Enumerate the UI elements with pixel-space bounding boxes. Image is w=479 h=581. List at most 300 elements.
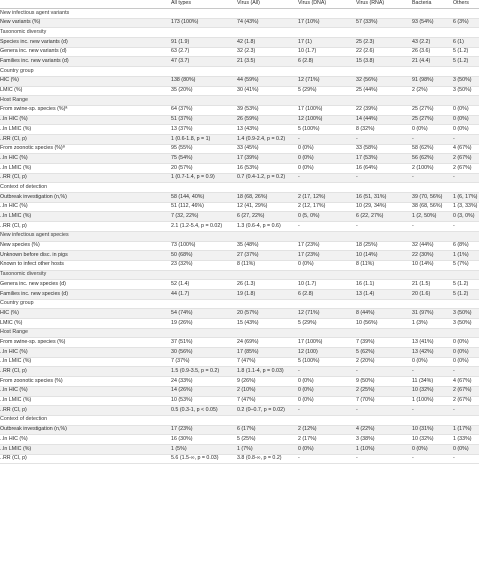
table-cell: - xyxy=(356,406,358,413)
table-cell: - xyxy=(412,135,414,142)
table-cell: 12 (71%) xyxy=(298,309,320,316)
section-header-row xyxy=(0,271,479,281)
table-cell: 0 (0%) xyxy=(298,154,314,161)
table-cell: 12 (100) xyxy=(298,348,318,355)
table-row xyxy=(0,358,479,368)
table-cell: - xyxy=(412,222,414,229)
table-cell: 3 (50%) xyxy=(453,87,472,94)
table-cell: 95 (55%) xyxy=(171,145,193,152)
table-cell: - xyxy=(412,455,414,462)
table-cell: 0 (0%) xyxy=(298,145,314,152)
table-cell: 57 (33%) xyxy=(356,19,378,26)
row-label: ..In LMIC (%) xyxy=(0,358,32,365)
table-row xyxy=(0,222,479,232)
table-cell: 1 (100%) xyxy=(412,397,434,404)
table-cell: - xyxy=(453,222,455,229)
table-cell: 2 (10%) xyxy=(237,387,256,394)
table-cell: 0 (0%) xyxy=(298,164,314,171)
table-cell: 6 (1) xyxy=(453,38,464,45)
row-label: New species (%) xyxy=(0,242,40,249)
table-cell: 25 (2.3) xyxy=(356,38,375,45)
table-cell: 9 (50%) xyxy=(356,377,375,384)
table-cell: 1 (2, 50%) xyxy=(412,213,437,220)
table-cell: 51 (112, 46%) xyxy=(171,203,204,210)
header-cell-virus-rna: Virus (RNA) xyxy=(356,0,385,6)
table-cell: 1 (1%) xyxy=(453,251,469,258)
table-row xyxy=(0,426,479,436)
table-row xyxy=(0,445,479,455)
row-label: ..RR (CI, p) xyxy=(0,368,27,375)
table-row xyxy=(0,48,479,58)
table-cell: 2 (12, 17%) xyxy=(298,203,326,210)
table-row xyxy=(0,397,479,407)
row-label: Families inc. new variants (d) xyxy=(0,58,69,65)
table-cell: 10 (31%) xyxy=(412,426,434,433)
table-cell: 25 (27%) xyxy=(412,106,434,113)
table-cell: 44 (1.7) xyxy=(171,290,190,297)
table-cell: 5 (100%) xyxy=(298,125,320,132)
table-cell: 7 (70%) xyxy=(356,397,375,404)
table-cell: 13 (43%) xyxy=(237,125,259,132)
table-cell: 10 (14%) xyxy=(356,251,378,258)
table-cell: 173 (100%) xyxy=(171,19,199,26)
table-cell: - xyxy=(298,368,300,375)
row-label: ..RR (CI, p) xyxy=(0,406,27,413)
table-cell: 22 (30%) xyxy=(412,251,434,258)
section-header-row xyxy=(0,96,479,106)
row-label: ..In LMIC (%) xyxy=(0,445,32,452)
row-label: From swine-sp. species (%)ª xyxy=(0,106,68,113)
table-cell: 31 (97%) xyxy=(412,309,434,316)
table-cell: 7 (47%) xyxy=(237,358,256,365)
table-cell: 0 (0%) xyxy=(453,348,469,355)
table-cell: - xyxy=(412,174,414,181)
table-row xyxy=(0,455,479,465)
table-cell: - xyxy=(356,368,358,375)
table-row xyxy=(0,377,479,387)
row-label: ..In HIC (%) xyxy=(0,348,28,355)
section-header-row xyxy=(0,232,479,242)
section-header-row xyxy=(0,67,479,77)
row-label: Outbreak investigation (n,%) xyxy=(0,193,67,200)
table-cell: 5 (29%) xyxy=(298,319,317,326)
row-label: New variants (%) xyxy=(0,19,41,26)
header-cell-virus-dna: Virus (DNA) xyxy=(298,0,327,6)
table-cell: 26 (3.6) xyxy=(412,48,431,55)
table-row xyxy=(0,309,479,319)
table-cell: 1.8 (1.1-4, p = 0.03) xyxy=(237,368,284,375)
table-cell: 10 (29, 34%) xyxy=(356,203,387,210)
table-cell: 25 (44%) xyxy=(356,87,378,94)
table-cell: 50 (68%) xyxy=(171,251,193,258)
table-cell: 12 (100%) xyxy=(298,116,323,123)
table-cell: 3 (50%) xyxy=(453,319,472,326)
table-cell: 17 (10%) xyxy=(298,19,320,26)
table-cell: 16 (53%) xyxy=(237,164,259,171)
table-cell: 8 (32%) xyxy=(356,125,375,132)
table-cell: - xyxy=(453,406,455,413)
table-cell: 2 (100%) xyxy=(412,164,434,171)
table-cell: 18 (68, 26%) xyxy=(237,193,268,200)
table-cell: 21 (4.4) xyxy=(412,58,431,65)
table-cell: 4 (22%) xyxy=(356,426,375,433)
table-row xyxy=(0,174,479,184)
table-cell: 17 (85%) xyxy=(237,348,259,355)
header-cell-bacteria: Bacteria xyxy=(412,0,432,6)
row-label: ..In HIC (%) xyxy=(0,387,28,394)
header-cell-all-types: All types xyxy=(171,0,192,6)
table-cell: 52 (1.4) xyxy=(171,280,190,287)
row-label: From swine-sp. species (%) xyxy=(0,338,66,345)
table-cell: 6 (3%) xyxy=(453,19,469,26)
table-cell: 22 (39%) xyxy=(356,106,378,113)
table-cell: 1 (7%) xyxy=(237,445,253,452)
table-cell: 20 (57%) xyxy=(237,309,259,316)
table-cell: 13 (41%) xyxy=(412,338,434,345)
table-cell: 1.3 (0.6-4, p = 0.6) xyxy=(237,222,281,229)
row-label: Genera inc. new variants (d) xyxy=(0,48,67,55)
table-cell: 10 (1.7) xyxy=(298,280,317,287)
table-cell: 24 (33%) xyxy=(171,377,193,384)
table-cell: 47 (3.7) xyxy=(171,58,190,65)
table-cell: 10 (14%) xyxy=(412,261,434,268)
section-title: New infectious agent species xyxy=(0,232,69,239)
table-cell: 37 (51%) xyxy=(171,338,193,345)
table-cell: - xyxy=(453,135,455,142)
table-cell: 51 (37%) xyxy=(171,116,193,123)
table-cell: 17 (53%) xyxy=(356,154,378,161)
section-header-row xyxy=(0,416,479,426)
table-row xyxy=(0,125,479,135)
table-cell: - xyxy=(298,406,300,413)
table-cell: 15 (3.8) xyxy=(356,58,375,65)
table-row xyxy=(0,145,479,155)
table-cell: 13 (1.4) xyxy=(356,290,375,297)
table-cell: 24 (69%) xyxy=(237,338,259,345)
table-cell: 23 (32%) xyxy=(171,261,193,268)
table-cell: 0 (0%) xyxy=(298,387,314,394)
table-cell: 10 (53%) xyxy=(171,397,193,404)
table-cell: 1 (0.6-1.8, p = 1) xyxy=(171,135,211,142)
table-cell: 1 (0.7-1.4, p = 0.9) xyxy=(171,174,215,181)
table-cell: - xyxy=(356,222,358,229)
table-cell: 1 (3%) xyxy=(412,319,428,326)
table-cell: 0 (0%) xyxy=(453,358,469,365)
table-cell: 1 (17%) xyxy=(453,426,472,433)
section-header-row xyxy=(0,9,479,19)
table-cell: 38 (68, 56%) xyxy=(412,203,443,210)
table-cell: 33 (45%) xyxy=(237,145,259,152)
row-label: ..RR (CI, p) xyxy=(0,174,27,181)
row-label: Genera inc. new species (d) xyxy=(0,280,66,287)
table-cell: 13 (37%) xyxy=(171,125,193,132)
table-row xyxy=(0,212,479,222)
table-cell: 16 (30%) xyxy=(171,435,193,442)
row-label: Outbreak investigation (n,%) xyxy=(0,426,67,433)
table-cell: - xyxy=(298,174,300,181)
table-cell: 39 (53%) xyxy=(237,106,259,113)
table-row xyxy=(0,338,479,348)
table-cell: 5 (7%) xyxy=(453,261,469,268)
row-label: ..In LMIC (%) xyxy=(0,164,32,171)
table-body xyxy=(0,9,479,464)
table-cell: 20 (57%) xyxy=(171,164,193,171)
table-row xyxy=(0,57,479,67)
table-row xyxy=(0,280,479,290)
table-cell: 5 (62%) xyxy=(356,348,375,355)
table-row xyxy=(0,203,479,213)
table-cell: 0 (0%) xyxy=(412,445,428,452)
section-header-row xyxy=(0,183,479,193)
table-cell: - xyxy=(356,455,358,462)
table-cell: 1 (5%) xyxy=(171,445,187,452)
table-row xyxy=(0,261,479,271)
table-cell: - xyxy=(453,174,455,181)
table-cell: 0 (3, 0%) xyxy=(453,213,475,220)
row-label: ..In HIC (%) xyxy=(0,203,28,210)
row-label: Species inc. new variants (d) xyxy=(0,38,68,45)
table-row xyxy=(0,116,479,126)
table-cell: 6 (8%) xyxy=(453,242,469,249)
row-label: ..RR (CI, p) xyxy=(0,222,27,229)
table-cell: 3.8 (0.8-∞, p = 0.2) xyxy=(237,455,282,462)
table-cell: 17 (1) xyxy=(298,38,312,45)
table-cell: - xyxy=(412,406,414,413)
table-cell: 91 (98%) xyxy=(412,77,434,84)
table-cell: 1 (33%) xyxy=(453,435,472,442)
table-cell: 4 (67%) xyxy=(453,377,472,384)
table-cell: 32 (2.3) xyxy=(237,48,256,55)
table-cell: 7 (32, 22%) xyxy=(171,213,199,220)
table-row xyxy=(0,387,479,397)
table-cell: 8 (11%) xyxy=(237,261,256,268)
table-cell: 0 (0%) xyxy=(453,125,469,132)
row-label: HIC (%) xyxy=(0,309,19,316)
table-cell: 17 (100%) xyxy=(298,338,323,345)
table-row xyxy=(0,77,479,87)
table-cell: 30 (56%) xyxy=(171,348,193,355)
table-cell: 27 (37%) xyxy=(237,251,259,258)
table-cell: - xyxy=(298,222,300,229)
table-cell: - xyxy=(356,135,358,142)
table-cell: 6 (17%) xyxy=(237,426,256,433)
table-cell: 11 (34%) xyxy=(412,377,434,384)
table-cell: 6 (22, 27%) xyxy=(356,213,384,220)
table-cell: 3 (50%) xyxy=(453,77,472,84)
table-cell: 17 (23%) xyxy=(298,251,320,258)
table-cell: 43 (2.2) xyxy=(412,38,431,45)
table-cell: 44 (59%) xyxy=(237,77,259,84)
table-row xyxy=(0,87,479,97)
row-label: ..In LMIC (%) xyxy=(0,397,32,404)
table-cell: 10 (56%) xyxy=(356,319,378,326)
table-row xyxy=(0,435,479,445)
table-cell: 42 (1.8) xyxy=(237,38,256,45)
header-cell-others: Others xyxy=(453,0,469,6)
section-title: Taxonomic diversity xyxy=(0,271,47,278)
table-cell: 0 (0%) xyxy=(412,358,428,365)
table-cell: - xyxy=(453,455,455,462)
table-cell: 19 (1.8) xyxy=(237,290,256,297)
section-title: Country group xyxy=(0,67,34,74)
table-row xyxy=(0,367,479,377)
table-cell: 5 (100%) xyxy=(298,358,320,365)
table-cell: 3 (50%) xyxy=(453,309,472,316)
table-cell: 0 (0%) xyxy=(453,445,469,452)
section-title: Context of detection xyxy=(0,183,48,190)
table-cell: 13 (42%) xyxy=(412,348,434,355)
section-title: New infectious agent variants xyxy=(0,9,70,16)
table-cell: 6 (27, 22%) xyxy=(237,213,265,220)
table-cell: 16 (1.1) xyxy=(356,280,375,287)
table-cell: - xyxy=(356,174,358,181)
table-cell: 0 (0%) xyxy=(453,106,469,113)
table-cell: 0.5 (0.3-1, p < 0.05) xyxy=(171,406,218,413)
table-header-row xyxy=(0,0,479,9)
table-cell: 3 (38%) xyxy=(356,435,375,442)
table-cell: 22 (2.6) xyxy=(356,48,375,55)
table-cell: 7 (37%) xyxy=(171,358,190,365)
table-cell: 17 (23%) xyxy=(171,426,193,433)
table-cell: 91 (1.9) xyxy=(171,38,190,45)
table-cell: 1.4 (0.9-2.4, p = 0.2) xyxy=(237,135,286,142)
table-cell: 93 (54%) xyxy=(412,19,434,26)
table-row xyxy=(0,154,479,164)
table-row xyxy=(0,251,479,261)
table-cell: 17 (23%) xyxy=(298,242,320,249)
table-cell: 5 (29%) xyxy=(298,87,317,94)
table-cell: 17 (100%) xyxy=(298,106,323,113)
table-cell: 5 (1.2) xyxy=(453,58,469,65)
table-row xyxy=(0,242,479,252)
row-label: HIC (%) xyxy=(0,77,19,84)
table-cell: 20 (1.6) xyxy=(412,290,431,297)
table-cell: 5 (1.2) xyxy=(453,290,469,297)
section-title: Taxonomic diversity xyxy=(0,28,47,35)
table-row xyxy=(0,19,479,29)
table-cell: 35 (48%) xyxy=(237,242,259,249)
table-cell: 0 (0%) xyxy=(298,377,314,384)
table-cell: 1 (6, 17%) xyxy=(453,193,478,200)
table-cell: 16 (51, 31%) xyxy=(356,193,387,200)
table-cell: 2 (17%) xyxy=(298,435,317,442)
row-label: ..In HIC (%) xyxy=(0,435,28,442)
table-cell: - xyxy=(453,368,455,375)
row-label: LMIC (%) xyxy=(0,319,23,326)
table-row xyxy=(0,193,479,203)
row-label: ..In HIC (%) xyxy=(0,116,28,123)
table-cell: 2 (12%) xyxy=(298,426,317,433)
table-cell: 16 (64%) xyxy=(356,164,378,171)
table-cell: 74 (43%) xyxy=(237,19,259,26)
table-cell: 17 (39%) xyxy=(237,154,259,161)
section-title: Context of detection xyxy=(0,416,48,423)
table-cell: 8 (11%) xyxy=(356,261,375,268)
table-cell: 33 (58%) xyxy=(356,145,378,152)
table-cell: 0 (0%) xyxy=(453,116,469,123)
table-cell: 21 (3.5) xyxy=(237,58,256,65)
row-label: Known to infect other hosts xyxy=(0,261,64,268)
table-cell: 26 (1.3) xyxy=(237,280,256,287)
table-cell: 2.1 (1.2-5.4, p = 0.02) xyxy=(171,222,223,229)
table-cell: 6 (2.8) xyxy=(298,290,314,297)
section-title: Host Range xyxy=(0,329,28,336)
table-cell: 73 (100%) xyxy=(171,242,196,249)
table-cell: - xyxy=(412,368,414,375)
table-cell: 26 (59%) xyxy=(237,116,259,123)
table-cell: 12 (71%) xyxy=(298,77,320,84)
table-cell: 0 (0%) xyxy=(298,397,314,404)
table-cell: 2 (67%) xyxy=(453,387,472,394)
table-cell: 18 (25%) xyxy=(356,242,378,249)
table-cell: 9 (26%) xyxy=(237,377,256,384)
section-header-row xyxy=(0,28,479,38)
table-cell: 32 (44%) xyxy=(412,242,434,249)
row-label: Unknown before disc. in pigs xyxy=(0,251,68,258)
section-title: Country group xyxy=(0,300,34,307)
table-row xyxy=(0,164,479,174)
table-cell: 138 (80%) xyxy=(171,77,196,84)
table-cell: 2 (67%) xyxy=(453,164,472,171)
table-cell: 5 (1.2) xyxy=(453,280,469,287)
table-cell: 2 (17, 12%) xyxy=(298,193,326,200)
table-row xyxy=(0,348,479,358)
table-cell: 4 (67%) xyxy=(453,145,472,152)
table-cell: 75 (54%) xyxy=(171,154,193,161)
table-cell: 54 (74%) xyxy=(171,309,193,316)
table-cell: 0.7 (0.4-1.2, p = 0.2) xyxy=(237,174,286,181)
table-cell: 1 (10%) xyxy=(356,445,375,452)
table-cell: 64 (37%) xyxy=(171,106,193,113)
table-cell: 35 (20%) xyxy=(171,87,193,94)
table-cell: 2 (67%) xyxy=(453,154,472,161)
section-header-row xyxy=(0,329,479,339)
section-title: Host Range xyxy=(0,96,28,103)
table-cell: 5.6 (1.5-∞, p = 0.03) xyxy=(171,455,219,462)
table-cell: 1.5 (0.9-3.5, p = 0.2) xyxy=(171,368,220,375)
table-cell: 10 (32%) xyxy=(412,387,434,394)
row-label: ..In HIC (%) xyxy=(0,154,28,161)
table-cell: 7 (39%) xyxy=(356,338,375,345)
table-row xyxy=(0,106,479,116)
row-label: ..In LMIC (%) xyxy=(0,125,32,132)
table-cell: 8 (44%) xyxy=(356,309,375,316)
row-label: LMIC (%) xyxy=(0,87,23,94)
table-cell: 5 (25%) xyxy=(237,435,256,442)
table-cell: 21 (1.5) xyxy=(412,280,431,287)
table-cell: 2 (67%) xyxy=(453,397,472,404)
table-cell: 56 (62%) xyxy=(412,154,434,161)
table-cell: 2 (2%) xyxy=(412,87,428,94)
table-cell: 0 (0%) xyxy=(298,445,314,452)
section-header-row xyxy=(0,300,479,310)
table-cell: 6 (2.8) xyxy=(298,58,314,65)
table-cell: 14 (44%) xyxy=(356,116,378,123)
table-cell: 14 (26%) xyxy=(171,387,193,394)
table-cell: 58 (62%) xyxy=(412,145,434,152)
table-cell: 0 (0%) xyxy=(453,338,469,345)
table-cell: 25 (27%) xyxy=(412,116,434,123)
table-row xyxy=(0,290,479,300)
table-cell: 39 (70, 56%) xyxy=(412,193,443,200)
table-cell: 0.2 (0–0.7, p = 0.02) xyxy=(237,406,285,413)
table-cell: 1 (3, 33%) xyxy=(453,203,478,210)
table-cell: - xyxy=(298,135,300,142)
table-cell: 7 (47%) xyxy=(237,397,256,404)
table-cell: 2 (20%) xyxy=(356,358,375,365)
table-cell: 10 (1.7) xyxy=(298,48,317,55)
table-cell: 2 (25%) xyxy=(356,387,375,394)
